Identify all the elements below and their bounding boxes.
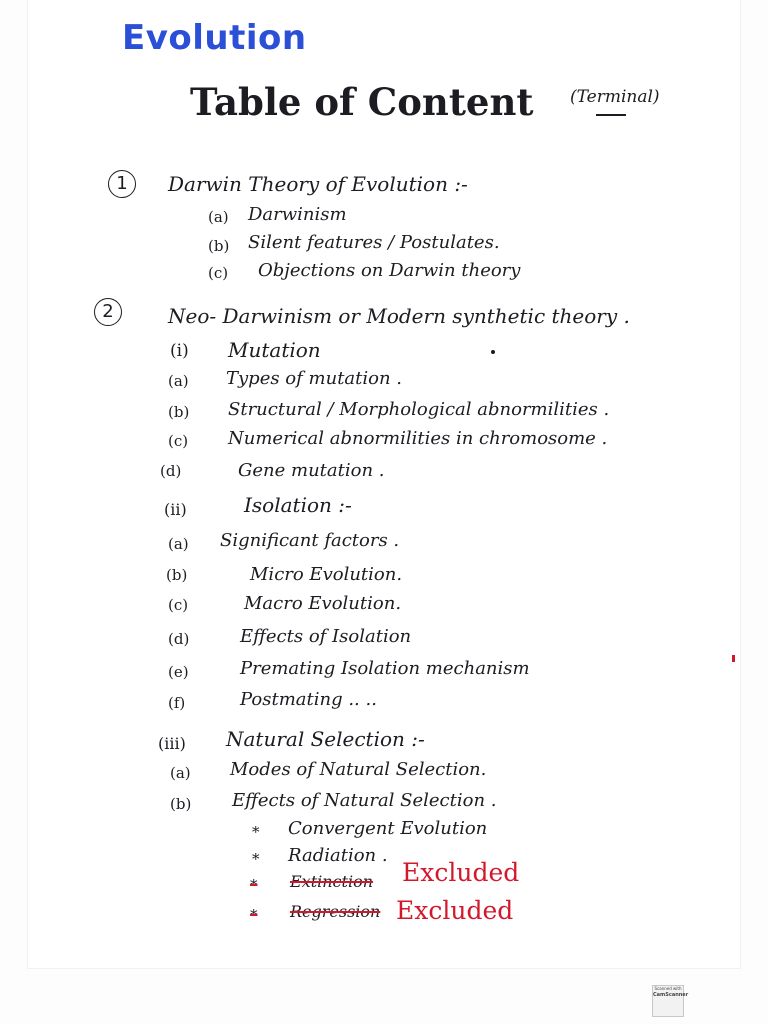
excluded-note: Excluded (402, 858, 520, 887)
list-item: Silent features / Postulates. (248, 232, 500, 253)
camscanner-watermark (652, 985, 689, 1017)
margin-mark (732, 655, 735, 662)
subsection-title: Natural Selection :- (226, 727, 425, 751)
item-marker: (c) (168, 432, 189, 450)
page-heading: Table of Content (190, 80, 534, 124)
excluded-note: Excluded (396, 896, 514, 925)
bullet-marker: * (250, 906, 258, 924)
bullet-item: Convergent Evolution (288, 818, 488, 839)
list-item: Effects of Isolation (240, 626, 412, 647)
bullet-marker: * (252, 850, 260, 868)
item-marker: (b) (168, 403, 190, 421)
item-marker: (b) (208, 237, 230, 255)
bullet-marker: * (250, 876, 258, 894)
list-item: Postmating .. .. (240, 689, 377, 710)
list-item: Effects of Natural Selection . (232, 790, 497, 811)
item-marker: (a) (168, 372, 189, 390)
item-marker: (d) (168, 630, 190, 648)
subsection-marker: (i) (170, 341, 189, 361)
list-item: Darwinism (248, 204, 347, 225)
item-marker: (a) (208, 208, 229, 226)
list-item: Premating Isolation mechanism (240, 658, 530, 679)
list-item: Gene mutation . (238, 460, 385, 481)
watermark-caption: Scanned with (654, 986, 682, 991)
heading-note: (Terminal) (570, 87, 660, 107)
item-marker: (b) (170, 795, 192, 813)
list-item: Macro Evolution. (244, 593, 402, 614)
item-marker: (a) (168, 535, 189, 553)
list-item: Modes of Natural Selection. (230, 759, 487, 780)
list-item: Significant factors . (220, 530, 400, 551)
subsection-title: Isolation :- (244, 493, 352, 517)
watermark-logo: CamScanner (653, 992, 689, 998)
subsection-title: Mutation (228, 338, 321, 362)
list-item: Types of mutation . (226, 368, 403, 389)
section-title: Darwin Theory of Evolution :- (168, 172, 468, 196)
bullet-marker: * (252, 823, 260, 841)
subsection-marker: (iii) (158, 734, 186, 753)
list-item: Structural / Morphological abnormilities . (228, 399, 610, 420)
item-marker: (c) (208, 264, 229, 282)
section-title: Neo- Darwinism or Modern synthetic theory . (168, 304, 630, 328)
struck-item: Regression (290, 902, 381, 921)
item-marker: (e) (168, 663, 189, 681)
section-number: 1 (108, 170, 136, 198)
item-marker: (f) (168, 694, 186, 712)
subsection-marker: (ii) (164, 500, 187, 519)
item-marker: (b) (166, 566, 188, 584)
note-underline (596, 114, 626, 116)
section-number: 2 (94, 298, 122, 326)
item-marker: (d) (160, 462, 182, 480)
subject-title: Evolution (122, 18, 307, 58)
item-marker: (c) (168, 596, 189, 614)
struck-item: Extinction (290, 872, 373, 891)
list-item: Numerical abnormilities in chromosome . (228, 428, 608, 449)
item-marker: (a) (170, 764, 191, 782)
stray-dot (491, 350, 495, 354)
list-item: Objections on Darwin theory (258, 260, 521, 281)
bullet-item: Radiation . (288, 845, 388, 866)
list-item: Micro Evolution. (250, 564, 403, 585)
